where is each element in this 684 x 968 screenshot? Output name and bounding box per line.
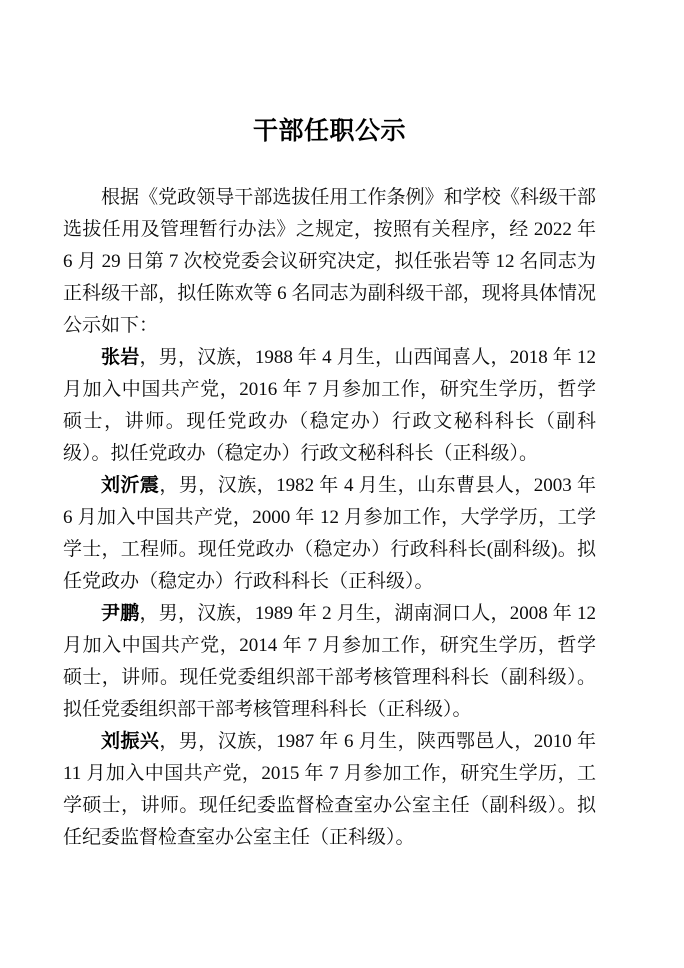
person-paragraph-liuzhenxing [63, 726, 596, 854]
paragraph-text: ，男，汉族，1987 年 6 月生，陕西鄂邑人，2010 年 11 月加入中国共产党，2015 年 7 月参加工作，研究生学历，工学硕士，讲师。现任纪委监督检查室办公室主任（副科级）。拟任纪委监督检查室办公室主任（正科级）。 [63, 731, 596, 848]
person-paragraph-yinpeng [63, 598, 596, 726]
person-name: 刘沂震 [101, 475, 160, 496]
paragraph-text: 根据《党政领导干部选拔任用工作条例》和学校《科级干部选拔任用及管理暂行办法》之规定，按照有关程序，经 2022 年 6 月 29 日第 7 次校党委会议研究决定，拟任张岩等 12 名同志为正科级干部，拟任陈欢等 6 名同志为副科级干部，现将具体情况公示如下： [63, 187, 596, 336]
person-paragraph-liuyizhen [63, 470, 596, 598]
person-name: 尹鹏 [101, 603, 140, 624]
paragraph-text: ，男，汉族，1988 年 4 月生，山西闻喜人，2018 年 12 月加入中国共产党，2016 年 7 月参加工作，研究生学历，哲学硕士，讲师。现任党政办（稳定办）行政文秘科科长（副科级）。拟任党政办（稳定办）行政文秘科科长（正科级）。 [63, 347, 596, 464]
person-paragraph-zhangyan [63, 342, 596, 470]
person-name: 刘振兴 [101, 731, 160, 752]
paragraph-text: ，男，汉族，1989 年 2 月生，湖南洞口人，2008 年 12 月加入中国共产党，2014 年 7 月参加工作，研究生学历，哲学硕士，讲师。现任党委组织部干部考核管理科科长（副科级）。拟任党委组织部干部考核管理科科长（正科级）。 [63, 603, 596, 720]
person-name: 张岩 [101, 347, 140, 368]
paragraph-text: ，男，汉族，1982 年 4 月生，山东曹县人，2003 年 6 月加入中国共产党，2000 年 12 月参加工作，大学学历，工学学士，工程师。现任党政办（稳定办）行政科科长(副科级)。拟任党政办（稳定办）行政科科长（正科级）。 [63, 475, 596, 592]
document-body [63, 182, 596, 854]
document-title: 干部任职公示 [252, 117, 406, 145]
intro-paragraph [63, 182, 596, 342]
